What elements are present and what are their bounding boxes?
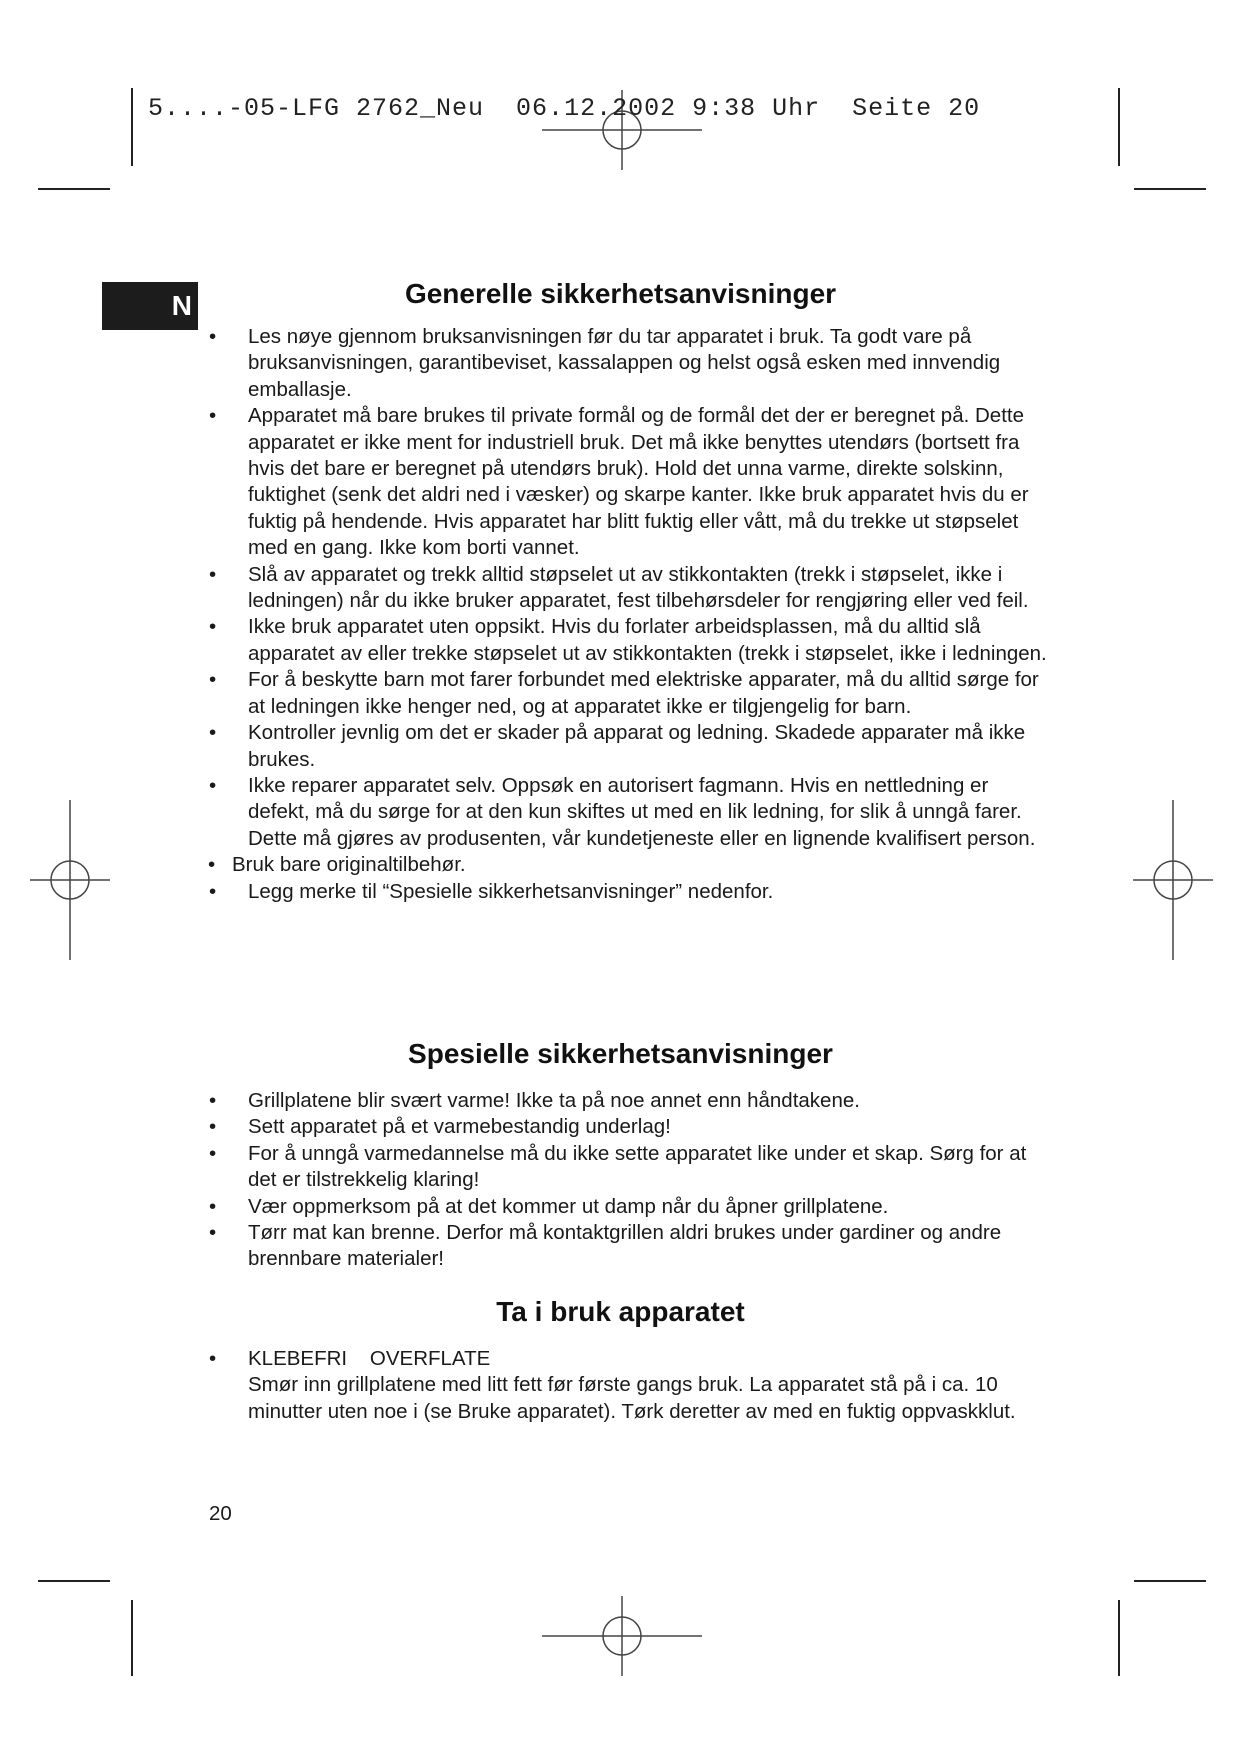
crop-mark [1134, 188, 1206, 190]
list-item: • Grillplatene blir svært varme! Ikke ta på noe annet enn håndtakene. [0, 1088, 1048, 1114]
list-item: • Ikke reparer apparatet selv. Oppsøk en autorisert fagmann. Hvis en nettledning er defekt, må du sørge for at den kun skiftes ut med en lik ledning, for slik å unngå farer. Dette må gjøres av produsenten, vår kundetjeneste eller en lignende kvalifisert person. [209, 773, 1036, 850]
bullet: • [209, 562, 217, 586]
list-item: • Les nøye gjennom bruksanvisningen før du tar apparatet i bruk. Ta godt vare på bruksanvisningen, garantibeviset, kassalappen og helst også esken med innvendig emballasje. [209, 325, 1001, 401]
bullet: • [209, 1115, 217, 1139]
list-item: • For å unngå varmedannelse må du ikke sette apparatet like under et skap. Sørg for at det er tilstrekkelig klaring! [209, 1141, 1027, 1192]
bullet: • [209, 615, 217, 639]
list-item: • Ikke bruk apparatet uten oppsikt. Hvis du forlater arbeidsplassen, må du alltid slå apparatet av eller trekke støpselet ut av stikkontakten (trekk i støpselet, ikke i ledningen. [209, 615, 1047, 665]
getting-started-paragraph: Smør inn grillplatene med litt fett før første gangs bruk. La apparatet stå på i ca. 10 minutter uten noe i (se Bruke apparatet). Tørk deretter av med en fuktig oppvaskklut. [248, 1373, 1016, 1423]
bullet: • [209, 1221, 217, 1245]
crop-mark [38, 188, 110, 190]
list-item: • Sett apparatet på et varmebestandig underlag! [0, 1114, 1048, 1140]
bullet: • [209, 721, 217, 745]
bullet: • [209, 404, 217, 428]
list-item: • Slå av apparatet og trekk alltid støpselet ut av stikkontakten (trekk i støpselet, ikke i ledningen) når du ikke bruker apparatet, fest tilbehørsdeler for rengjøring eller ved feil. [209, 562, 1029, 613]
getting-started-list [0, 1346, 1048, 1425]
registration-mark-right [1133, 800, 1213, 960]
list-item: • Apparatet må bare brukes til private formål og de formål det der er beregnet på. Dette apparatet er ikke ment for industriell bruk. Det må ikke benyttes utendørs (bortsett fra hvis det bare er beregnet på utendørs bruk). Hold det unna varme, direkte solskinn, fuktighet (senk det aldri ned i væsker) og skarpe kanter. Ikke bruk apparatet hvis du er fuktig på hendende. Hvis apparatet har blitt fuktig eller vått, må du trekke ut støpselet med en gang. Ikke kom borti vannet. [209, 404, 1029, 560]
list-item: • Legg merke til “Spesielle sikkerhetsanvisninger” nedenfor. [0, 879, 1048, 905]
bullet: • [209, 773, 217, 797]
bullet: • [209, 879, 217, 903]
bullet: • [209, 1194, 217, 1218]
list-item: • KLEBEFRI OVERFLATE Smør inn grillplatene med litt fett før første gangs bruk. La apparatet stå på i ca. 10 minutter uten noe i (se Bruke apparatet). Tørk deretter av med en fuktig oppvaskklut. [0, 1346, 1048, 1425]
list-item: • Bruk bare originaltilbehør. [0, 852, 1032, 878]
crop-mark [1118, 1600, 1120, 1676]
list-item: • Vær oppmerksom på at det kommer ut damp når du åpner grillplatene. [0, 1194, 1048, 1220]
heading-getting-started: Ta i bruk apparatet [496, 1296, 745, 1327]
heading-general-safety: Generelle sikkerhetsanvisninger [404, 278, 837, 309]
print-slug: 5....-05-LFG 2762_Neu 06.12.2002 9:38 Uhr Seite 20 [148, 94, 981, 123]
list-item: • For å beskytte barn mot farer forbundet med elektriske apparater, må du alltid sørge for at ledningen ikke henger ned, og at apparatet ikke er tilgjengelig for barn. [209, 668, 1039, 718]
special-safety-list [0, 1088, 1048, 1273]
bullet: • [208, 853, 216, 877]
registration-mark-bottom [542, 1596, 702, 1676]
list-item: • Kontroller jevnlig om det er skader på apparat og ledning. Skadede apparater må ikke brukes. [209, 721, 1026, 771]
list-item: • Tørr mat kan brenne. Derfor må kontaktgrillen aldri brukes under gardiner og andre brennbare materialer! [209, 1221, 1002, 1271]
bullet: • [209, 1089, 217, 1112]
bullet: • [209, 1347, 217, 1370]
crop-mark [1118, 88, 1120, 166]
heading-special-safety: Spesielle sikkerhetsanvisninger [408, 1038, 833, 1069]
crop-mark [131, 88, 133, 166]
bullet: • [209, 1141, 217, 1165]
page-number: 20 [209, 1502, 232, 1525]
crop-mark [1134, 1580, 1206, 1582]
bullet: • [209, 668, 217, 692]
general-safety-list [0, 324, 1048, 905]
crop-mark [131, 1600, 133, 1676]
crop-mark [38, 1580, 110, 1582]
bullet: • [209, 325, 217, 348]
language-tab: N [102, 282, 198, 330]
